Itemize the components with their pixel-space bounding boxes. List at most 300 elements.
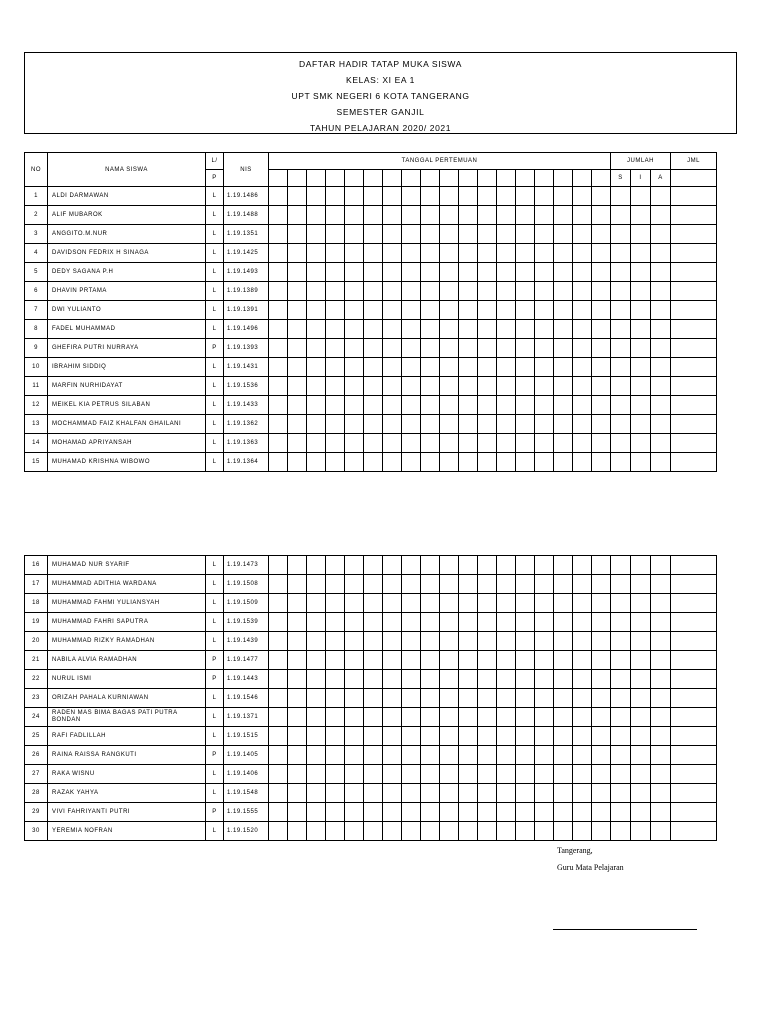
attendance-cell (535, 746, 554, 765)
attendance-cell (307, 632, 326, 651)
attendance-cell (421, 377, 440, 396)
attendance-cell (326, 613, 345, 632)
attendance-cell (671, 187, 717, 206)
attendance-cell (288, 263, 307, 282)
attendance-cell (651, 244, 671, 263)
attendance-cell (326, 187, 345, 206)
attendance-cell (459, 708, 478, 727)
attendance-cell (440, 415, 459, 434)
attendance-cell (631, 282, 651, 301)
attendance-cell (592, 708, 611, 727)
attendance-cell (383, 765, 402, 784)
attendance-cell (402, 320, 421, 339)
attendance-cell (326, 746, 345, 765)
attendance-cell (269, 415, 288, 434)
student-nis: 1.19.1425 (224, 244, 269, 263)
attendance-cell (554, 670, 573, 689)
table-row (25, 727, 717, 746)
attendance-cell (671, 244, 717, 263)
header-date-cell (269, 170, 288, 187)
attendance-cell (573, 453, 592, 472)
student-name: GHEFIRA PUTRI NURRAYA (48, 339, 206, 358)
attendance-cell (269, 746, 288, 765)
attendance-cell (383, 339, 402, 358)
attendance-cell (592, 263, 611, 282)
attendance-cell (573, 396, 592, 415)
table-row (25, 377, 717, 396)
attendance-cell (631, 613, 651, 632)
attendance-cell (288, 822, 307, 841)
attendance-cell (421, 708, 440, 727)
student-no: 9 (25, 339, 48, 358)
attendance-cell (497, 613, 516, 632)
attendance-cell (345, 453, 364, 472)
student-gender: L (206, 765, 224, 784)
attendance-cell (671, 727, 717, 746)
attendance-cell (269, 187, 288, 206)
attendance-cell (611, 803, 631, 822)
attendance-cell (516, 282, 535, 301)
attendance-cell (345, 301, 364, 320)
attendance-cell (535, 415, 554, 434)
attendance-cell (516, 206, 535, 225)
attendance-cell (345, 339, 364, 358)
table-row (25, 263, 717, 282)
attendance-cell (592, 244, 611, 263)
attendance-cell (345, 396, 364, 415)
attendance-cell (364, 187, 383, 206)
attendance-cell (478, 651, 497, 670)
attendance-cell (516, 651, 535, 670)
attendance-cell (573, 613, 592, 632)
student-name: ALDI DARMAWAN (48, 187, 206, 206)
attendance-cell (345, 415, 364, 434)
student-name: MOHAMAD APRIYANSAH (48, 434, 206, 453)
attendance-cell (269, 708, 288, 727)
attendance-cell (402, 396, 421, 415)
attendance-cell (516, 358, 535, 377)
attendance-cell (459, 377, 478, 396)
attendance-cell (307, 244, 326, 263)
table-row (25, 225, 717, 244)
student-nis: 1.19.1496 (224, 320, 269, 339)
attendance-cell (326, 244, 345, 263)
student-name: IBRAHIM SIDDIQ (48, 358, 206, 377)
attendance-cell (592, 225, 611, 244)
attendance-cell (478, 244, 497, 263)
attendance-cell (671, 575, 717, 594)
attendance-cell (671, 225, 717, 244)
student-no: 16 (25, 556, 48, 575)
attendance-cell (554, 708, 573, 727)
attendance-cell (573, 727, 592, 746)
attendance-cell (573, 803, 592, 822)
attendance-cell (288, 415, 307, 434)
attendance-cell (440, 206, 459, 225)
attendance-cell (671, 670, 717, 689)
attendance-cell (497, 434, 516, 453)
attendance-cell (288, 765, 307, 784)
attendance-cell (631, 320, 651, 339)
attendance-cell (671, 301, 717, 320)
attendance-cell (478, 613, 497, 632)
attendance-cell (573, 339, 592, 358)
student-name: MUHAMMAD FAHMI YULIANSYAH (48, 594, 206, 613)
attendance-cell (497, 784, 516, 803)
attendance-cell (554, 282, 573, 301)
student-name: RADEN MAS BIMA BAGAS PATI PUTRA BONDAN (48, 708, 206, 727)
header-date-cell (440, 170, 459, 187)
attendance-cell (651, 377, 671, 396)
attendance-cell (535, 339, 554, 358)
student-no: 12 (25, 396, 48, 415)
attendance-cell (288, 727, 307, 746)
attendance-cell (345, 434, 364, 453)
attendance-cell (402, 594, 421, 613)
attendance-cell (440, 689, 459, 708)
student-name: DWI YULIANTO (48, 301, 206, 320)
attendance-cell (440, 651, 459, 670)
attendance-cell (651, 396, 671, 415)
attendance-cell (497, 803, 516, 822)
attendance-cell (478, 784, 497, 803)
student-name: DEDY SAGANA P.H (48, 263, 206, 282)
attendance-cell (651, 822, 671, 841)
attendance-cell (269, 301, 288, 320)
attendance-cell (307, 556, 326, 575)
student-no: 7 (25, 301, 48, 320)
attendance-cell (478, 632, 497, 651)
attendance-cell (671, 556, 717, 575)
attendance-cell (459, 339, 478, 358)
attendance-cell (611, 651, 631, 670)
attendance-cell (402, 434, 421, 453)
attendance-cell (592, 746, 611, 765)
attendance-cell (631, 415, 651, 434)
attendance-cell (573, 784, 592, 803)
attendance-cell (592, 670, 611, 689)
attendance-cell (592, 339, 611, 358)
attendance-cell (402, 670, 421, 689)
attendance-cell (573, 187, 592, 206)
attendance-cell (364, 689, 383, 708)
student-nis: 1.19.1433 (224, 396, 269, 415)
attendance-cell (478, 556, 497, 575)
attendance-cell (288, 320, 307, 339)
attendance-cell (478, 708, 497, 727)
attendance-cell (402, 453, 421, 472)
attendance-cell (307, 689, 326, 708)
attendance-cell (516, 689, 535, 708)
attendance-cell (288, 689, 307, 708)
header-a: A (651, 170, 671, 187)
header-date-cell (592, 170, 611, 187)
attendance-cell (326, 689, 345, 708)
attendance-cell (535, 187, 554, 206)
table-row (25, 746, 717, 765)
attendance-cell (383, 556, 402, 575)
attendance-cell (364, 822, 383, 841)
student-name: ORIZAH PAHALA KURNIAWAN (48, 689, 206, 708)
student-gender: P (206, 670, 224, 689)
header-date-cell (535, 170, 554, 187)
attendance-cell (326, 556, 345, 575)
attendance-cell (671, 822, 717, 841)
table-row (25, 765, 717, 784)
attendance-cell (497, 556, 516, 575)
attendance-cell (573, 263, 592, 282)
header-tanggal-pertemuan: TANGGAL PERTEMUAN (269, 153, 611, 170)
attendance-cell (651, 765, 671, 784)
attendance-cell (326, 803, 345, 822)
student-gender: L (206, 556, 224, 575)
student-nis: 1.19.1405 (224, 746, 269, 765)
attendance-cell (478, 415, 497, 434)
attendance-cell (326, 453, 345, 472)
attendance-cell (269, 651, 288, 670)
attendance-cell (631, 822, 651, 841)
attendance-cell (421, 225, 440, 244)
attendance-cell (516, 594, 535, 613)
attendance-cell (402, 415, 421, 434)
attendance-cell (269, 803, 288, 822)
student-no: 1 (25, 187, 48, 206)
attendance-cell (364, 320, 383, 339)
student-name: MUHAMAD KRISHNA WIBOWO (48, 453, 206, 472)
attendance-cell (573, 434, 592, 453)
attendance-cell (592, 453, 611, 472)
student-nis: 1.19.1364 (224, 453, 269, 472)
student-gender: L (206, 434, 224, 453)
attendance-cell (440, 765, 459, 784)
student-gender: L (206, 594, 224, 613)
attendance-cell (573, 415, 592, 434)
attendance-cell (592, 575, 611, 594)
attendance-cell (631, 708, 651, 727)
attendance-cell (345, 556, 364, 575)
attendance-cell (516, 727, 535, 746)
attendance-cell (288, 453, 307, 472)
attendance-cell (326, 594, 345, 613)
attendance-cell (516, 415, 535, 434)
student-nis: 1.19.1486 (224, 187, 269, 206)
student-gender: L (206, 396, 224, 415)
attendance-cell (535, 263, 554, 282)
table-row (25, 651, 717, 670)
attendance-cell (535, 225, 554, 244)
attendance-cell (421, 187, 440, 206)
attendance-cell (326, 765, 345, 784)
student-gender: L (206, 822, 224, 841)
attendance-cell (421, 727, 440, 746)
attendance-cell (440, 377, 459, 396)
attendance-cell (573, 377, 592, 396)
attendance-cell (383, 594, 402, 613)
table-row (25, 396, 717, 415)
attendance-cell (269, 358, 288, 377)
attendance-cell (535, 822, 554, 841)
table-row (25, 822, 717, 841)
student-name: RAFI FADLILLAH (48, 727, 206, 746)
attendance-cell (345, 263, 364, 282)
student-gender: L (206, 320, 224, 339)
attendance-cell (611, 822, 631, 841)
attendance-cell (573, 320, 592, 339)
attendance-cell (459, 358, 478, 377)
attendance-cell (364, 613, 383, 632)
header-date-cell (307, 170, 326, 187)
attendance-cell (383, 377, 402, 396)
attendance-cell (288, 377, 307, 396)
attendance-cell (554, 263, 573, 282)
attendance-cell (554, 358, 573, 377)
attendance-cell (592, 689, 611, 708)
title-line-semester: SEMESTER GANJIL (336, 107, 425, 117)
attendance-cell (611, 708, 631, 727)
attendance-cell (497, 320, 516, 339)
attendance-cell (288, 434, 307, 453)
table-row (25, 670, 717, 689)
attendance-cell (269, 784, 288, 803)
attendance-cell (345, 746, 364, 765)
attendance-cell (554, 339, 573, 358)
attendance-cell (269, 765, 288, 784)
attendance-cell (516, 613, 535, 632)
attendance-cell (421, 670, 440, 689)
attendance-cell (516, 784, 535, 803)
attendance-cell (631, 339, 651, 358)
attendance-cell (651, 651, 671, 670)
attendance-cell (611, 187, 631, 206)
attendance-cell (671, 708, 717, 727)
attendance-cell (535, 803, 554, 822)
attendance-cell (535, 453, 554, 472)
attendance-cell (288, 225, 307, 244)
attendance-cell (383, 613, 402, 632)
attendance-cell (592, 187, 611, 206)
student-no: 28 (25, 784, 48, 803)
attendance-cell (611, 282, 631, 301)
student-name: MUHAMMAD FAHRI SAPUTRA (48, 613, 206, 632)
attendance-cell (459, 301, 478, 320)
header-date-cell (421, 170, 440, 187)
attendance-cell (611, 784, 631, 803)
attendance-cell (535, 206, 554, 225)
header-date-cell (326, 170, 345, 187)
attendance-cell (383, 282, 402, 301)
attendance-cell (402, 708, 421, 727)
attendance-cell (326, 651, 345, 670)
attendance-cell (326, 632, 345, 651)
attendance-cell (592, 632, 611, 651)
attendance-cell (307, 765, 326, 784)
attendance-cell (478, 263, 497, 282)
attendance-cell (478, 396, 497, 415)
attendance-cell (402, 765, 421, 784)
attendance-cell (307, 803, 326, 822)
attendance-cell (402, 613, 421, 632)
attendance-cell (497, 822, 516, 841)
attendance-cell (269, 556, 288, 575)
attendance-cell (440, 594, 459, 613)
attendance-cell (651, 434, 671, 453)
attendance-cell (364, 377, 383, 396)
attendance-cell (440, 727, 459, 746)
attendance-cell (497, 339, 516, 358)
header-date-cell (497, 170, 516, 187)
attendance-cell (421, 632, 440, 651)
attendance-cell (288, 339, 307, 358)
attendance-cell (554, 415, 573, 434)
attendance-cell (269, 453, 288, 472)
attendance-cell (269, 244, 288, 263)
student-gender: P (206, 746, 224, 765)
student-nis: 1.19.1536 (224, 377, 269, 396)
attendance-cell (535, 320, 554, 339)
attendance-cell (364, 803, 383, 822)
attendance-cell (671, 632, 717, 651)
attendance-cell (383, 320, 402, 339)
attendance-cell (651, 282, 671, 301)
student-no: 6 (25, 282, 48, 301)
attendance-cell (383, 244, 402, 263)
attendance-cell (516, 822, 535, 841)
student-no: 15 (25, 453, 48, 472)
attendance-cell (345, 822, 364, 841)
attendance-cell (383, 575, 402, 594)
attendance-cell (516, 708, 535, 727)
attendance-cell (383, 396, 402, 415)
attendance-cell (421, 575, 440, 594)
attendance-cell (383, 415, 402, 434)
attendance-cell (364, 727, 383, 746)
attendance-cell (421, 282, 440, 301)
attendance-cell (440, 263, 459, 282)
attendance-cell (592, 320, 611, 339)
student-gender: L (206, 358, 224, 377)
attendance-cell (671, 339, 717, 358)
attendance-cell (573, 689, 592, 708)
attendance-cell (364, 708, 383, 727)
attendance-cell (554, 575, 573, 594)
attendance-cell (631, 434, 651, 453)
attendance-cell (383, 263, 402, 282)
attendance-cell (364, 453, 383, 472)
attendance-cell (459, 803, 478, 822)
attendance-cell (459, 434, 478, 453)
student-nis: 1.19.1393 (224, 339, 269, 358)
attendance-cell (269, 396, 288, 415)
attendance-cell (421, 434, 440, 453)
attendance-cell (554, 632, 573, 651)
attendance-cell (402, 689, 421, 708)
attendance-cell (459, 396, 478, 415)
attendance-cell (516, 339, 535, 358)
attendance-cell (383, 689, 402, 708)
attendance-cell (535, 670, 554, 689)
attendance-cell (307, 784, 326, 803)
attendance-cell (497, 396, 516, 415)
attendance-cell (497, 453, 516, 472)
attendance-cell (651, 263, 671, 282)
attendance-cell (383, 651, 402, 670)
attendance-cell (421, 453, 440, 472)
attendance-cell (364, 415, 383, 434)
attendance-cell (554, 187, 573, 206)
student-gender: P (206, 803, 224, 822)
attendance-cell (611, 358, 631, 377)
attendance-cell (459, 556, 478, 575)
